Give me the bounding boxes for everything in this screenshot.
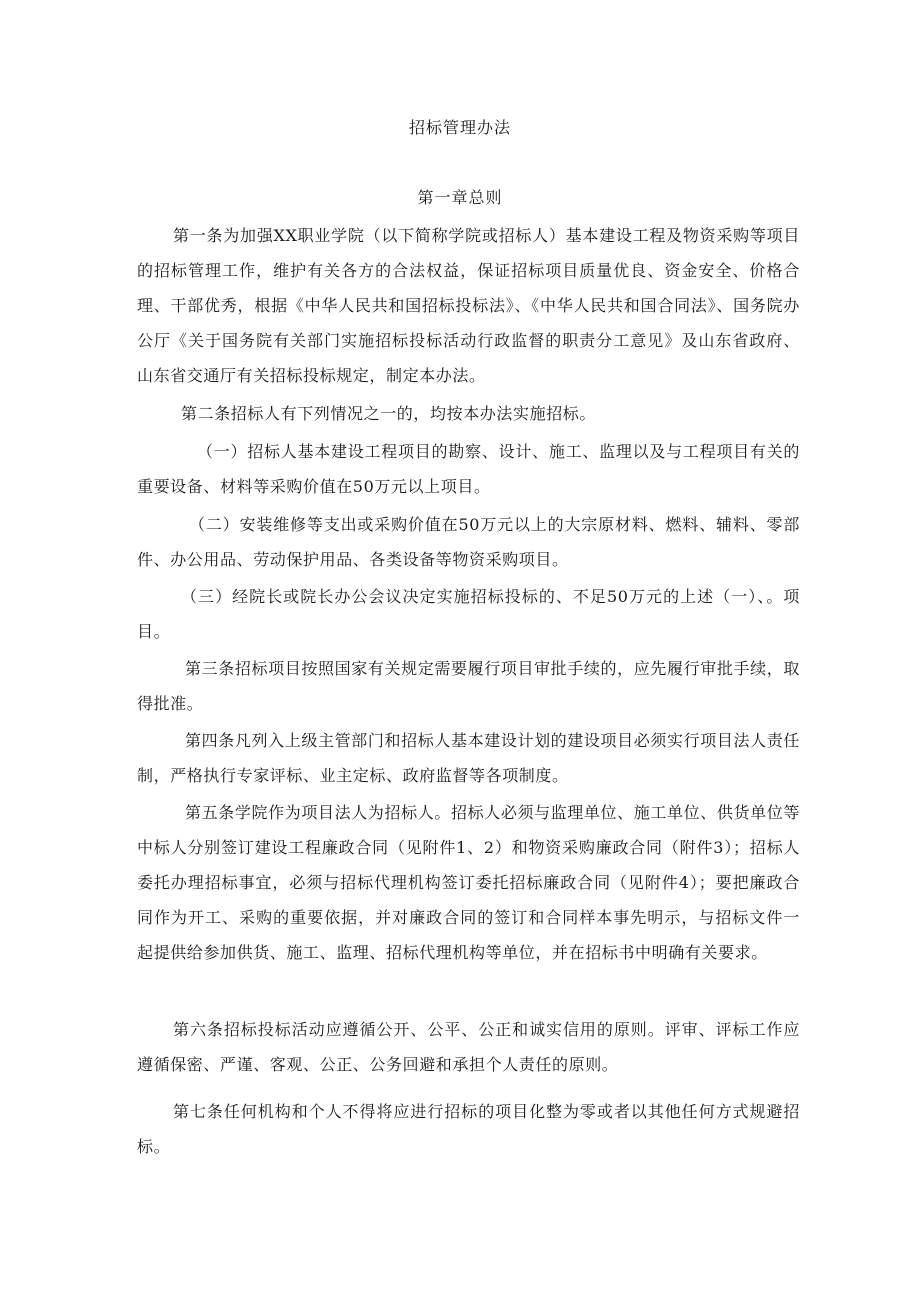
paragraph-article-7: 第七条任何机构和个人不得将应进行招标的项目化整为零或者以其他任何方式规避招标。 bbox=[137, 1102, 800, 1156]
paragraph-article-2: 第二条招标人有下列情况之一的，均按本办法实施招标。 bbox=[181, 404, 597, 423]
document-title: 招标管理办法 bbox=[408, 118, 511, 137]
paragraph-item-2: （二）安装维修等支出或采购价值在50万元以上的大宗原材料、燃料、辅料、零部件、办公用品、劳动保护用品、各类设备等物资采购项目。 bbox=[137, 515, 800, 569]
paragraph-article-1: 第一条为加强XX职业学院（以下简称学院或招标人）基本建设工程及物资采购等项目的招标管理工作，维护有关各方的合法权益，保证招标项目质量优良、资金安全、价格合理、干部优秀，根据《中华人民共和国招标投标法》、《中华人民共和国合同法》、国务院办公厅《关于国务院有关部门实施招标投标活动行政监督的职责分工意见》及山东省政府、山东省交通厅有关招标投标规定，制定本办法。 bbox=[137, 226, 800, 385]
paragraph-article-4: 第四条凡列入上级主管部门和招标人基本建设计划的建设项目必须实行项目法人责任制，严格执行专家评标、业主定标、政府监督等各项制度。 bbox=[137, 731, 800, 785]
chapter-heading: 第一章总则 bbox=[417, 188, 503, 207]
paragraph-article-6: 第六条招标投标活动应遵循公开、公平、公正和诚实信用的原则。评审、评标工作应遵循保密、严谨、客观、公正、公务回避和承担个人责任的原则。 bbox=[137, 1020, 800, 1074]
paragraph-article-5: 第五条学院作为项目法人为招标人。招标人必须与监理单位、施工单位、供货单位等中标人分别签订建设工程廉政合同（见附件1、2）和物资采购廉政合同（附件3）；招标人委托办理招标事宜，必须与招标代理机构签订委托招标廉政合同（见附件4）；要把廉政合同作为开工、采购的重要依据，并对廉政合同的签订和合同样本事先明示，与招标文件一起提供给参加供货、施工、监理、招标代理机构等单位，并在招标书中明确有关要求。 bbox=[137, 803, 800, 962]
paragraph-item-3: （三）经院长或院长办公会议决定实施招标投标的、不足50万元的上述（一）、。项目。 bbox=[137, 587, 800, 641]
paragraph-article-3: 第三条招标项目按照国家有关规定需要履行项目审批手续的，应先履行审批手续，取得批准。 bbox=[137, 659, 800, 713]
paragraph-item-1: （一）招标人基本建设工程项目的勘察、设计、施工、监理以及与工程项目有关的重要设备、材料等采购价值在50万元以上项目。 bbox=[137, 442, 800, 496]
